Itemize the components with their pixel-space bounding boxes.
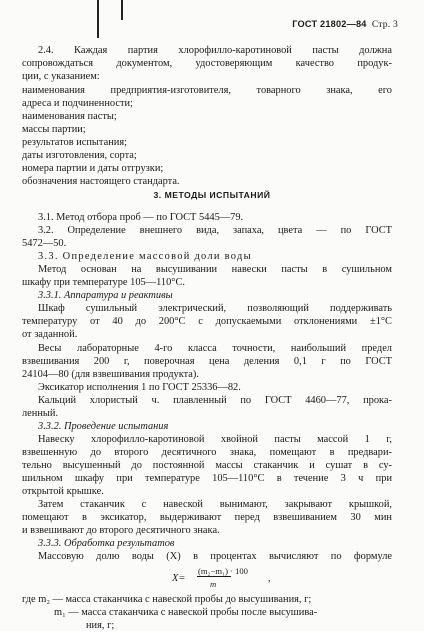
text-line: шкафу при температуре 105—110°С. — [22, 277, 185, 288]
text-line: сопровождаться документом, удостоверяющим качество продук- — [22, 58, 392, 69]
fraction-bar — [197, 576, 231, 577]
text-line: Массовую долю воды (X) в процентах вычисляют по формуле — [38, 551, 392, 562]
page-number: Стр. 3 — [371, 19, 398, 30]
formula — [172, 565, 282, 595]
text-line: наименования предприятия-изготовителя, товарного знака, его — [22, 85, 392, 96]
text-line: адреса и подчиненности; — [22, 98, 133, 109]
text-line: Затем стаканчик с навеской вынимают, закрывают крышкой, — [38, 499, 392, 510]
text-line: Весы лабораторные 4-го класса точности, наибольший предел — [38, 343, 392, 354]
subsection-heading: 3.3.3. Обработка результатов — [38, 538, 175, 549]
formula-denominator: m — [210, 579, 217, 589]
text-line: Навеску хлорофилло-каротиновой хвойной пасты массой 1 г, — [38, 434, 392, 445]
gost-number: ГОСТ 21802—84 — [292, 19, 367, 29]
text-line: массы партии; — [22, 124, 86, 135]
text-line: открытой крышке. — [22, 486, 104, 497]
text-line: Кальций хлористый ч. плавленный по ГОСТ 4460—77, прока- — [38, 395, 392, 406]
text-line: и взвешивают до второго десятичного знака. — [22, 525, 220, 536]
subsection-heading: 3.3.1. Аппаратура и реактивы — [38, 290, 173, 301]
text-line: взвешенную до второго десятичного знака, помещают в предвари- — [22, 447, 392, 458]
text-line: даты изготовления, сорта; — [22, 150, 137, 161]
margin-mark — [121, 0, 123, 20]
margin-mark — [97, 0, 99, 38]
text-line: от заданной. — [22, 329, 78, 340]
text-line: Эксикатор исполнения 1 по ГОСТ 25336—82. — [38, 382, 241, 393]
text-line: взвешивания 200 г, поверочная цена деления 0,1 г по ГОСТ — [22, 356, 392, 367]
text-line: температуру от 40 до 200°С с допускаемыми отклонениями ±1°С — [22, 316, 392, 327]
text-line: номера партии и даты отгрузки; — [22, 163, 164, 174]
definition-line: ния, г; — [86, 620, 115, 631]
text-line: 24104—80 (для взвешивания продукта). — [22, 369, 199, 380]
definition-line: m₁ — масса стаканчика с навеской пробы после высушива- — [54, 607, 318, 618]
text-line: шильном шкафу при температуре 105—110°С в течение 3 ч при — [22, 473, 392, 484]
text-line: ции, с указанием: — [22, 71, 100, 82]
page-header — [292, 18, 398, 32]
text-line: обозначения настоящего стандарта. — [22, 176, 180, 187]
text-line: 5472—50. — [22, 238, 67, 249]
formula-numerator: (m₂−m₁) · 100 — [198, 566, 248, 576]
text-line: наименования пасты; — [22, 111, 117, 122]
text-line: Шкаф сушильный электрический, позволяющий поддерживать — [38, 303, 392, 314]
subsection-heading: 3.3.2. Проведение испытания — [38, 421, 169, 432]
section-title: 3. МЕТОДЫ ИСПЫТАНИЙ — [153, 190, 271, 200]
text-line: помещают в эксикатор, выдерживают перед взвешиванием 30 мин — [22, 512, 392, 523]
text-line: тельно высушенный до постоянной массы стаканчик и сушат в су- — [22, 460, 392, 471]
text-line: 3.1. Метод отбора проб — по ГОСТ 5445—79. — [38, 212, 244, 223]
text-line: ленный. — [22, 408, 59, 419]
definition-line: где m₂ — масса стаканчика с навеской пробы до высушивания, г; — [22, 594, 312, 605]
text-line: 2.4. Каждая партия хлорофилло-каротиновой пасты должна — [38, 45, 392, 56]
formula-tail: , — [268, 573, 271, 584]
formula-lhs: X= — [172, 573, 186, 584]
text-line: Метод основан на высушивании навески пасты в сушильном — [38, 264, 392, 275]
text-line: результатов испытания; — [22, 137, 127, 148]
subsection-heading: 3.3. Определение массовой доли воды — [38, 251, 252, 262]
text-line: 3.2. Определение внешнего вида, запаха, цвета — по ГОСТ — [38, 225, 392, 236]
